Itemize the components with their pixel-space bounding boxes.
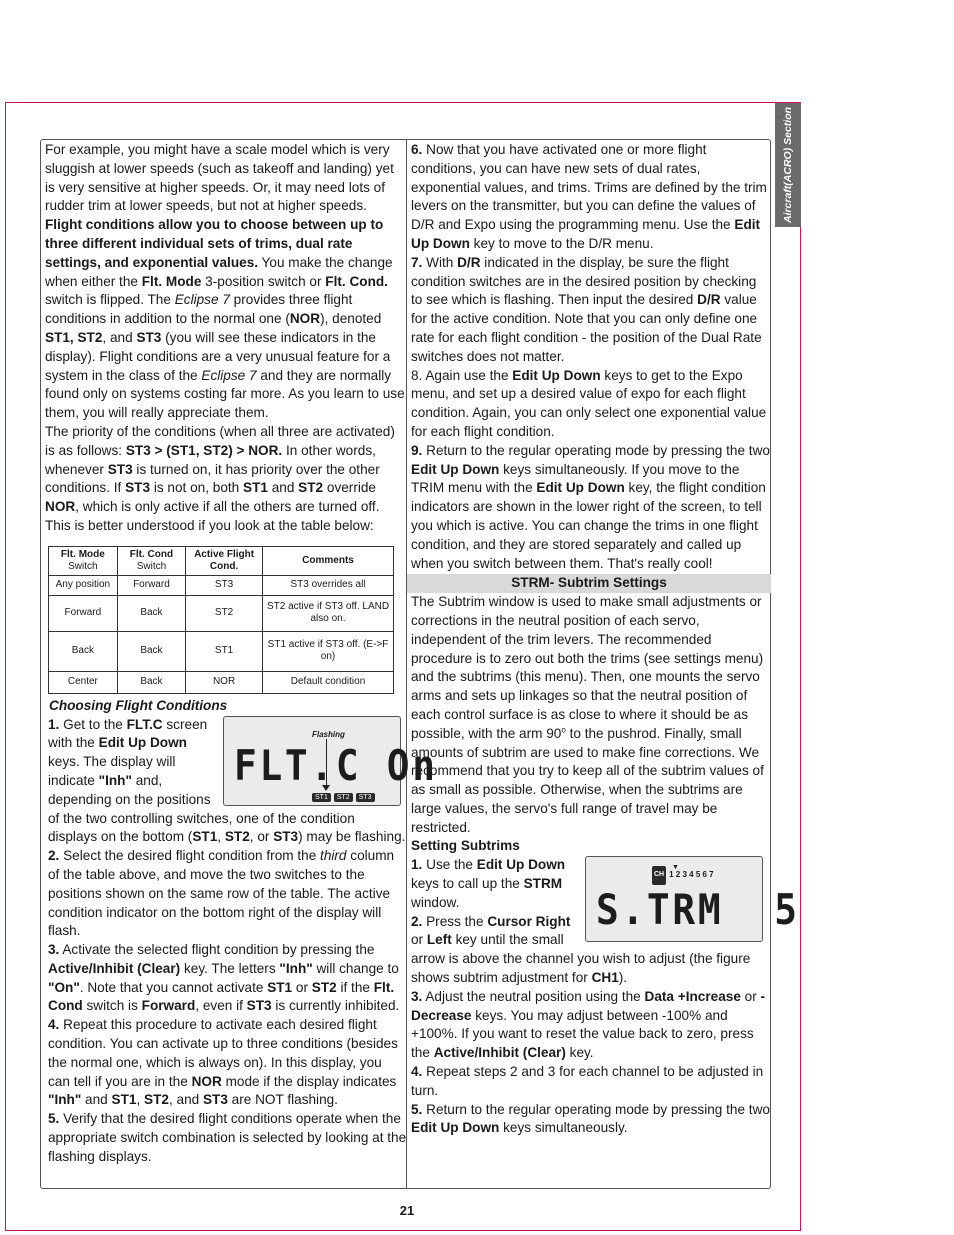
flashing-label: Flashing [312,729,345,739]
table-cell: ST1 active if ST3 off. (E->F on) [263,631,394,671]
table-cell: Back [117,595,185,631]
table-header-row [49,546,394,575]
step-6: 6. Now that you have activated one or more flight conditions, you can have new sets of dual rates, exponential values, and trims. Trims are defined by the trim levers on the transmitter, but you can define the values of D/R and Expo using the programming menu. Use the Edit Up Down key to move to the D/R menu. [411,142,767,251]
table-cell: Forward [49,595,118,631]
table-header-comments: Comments [263,546,394,575]
step-2: 2. Select the desired flight condition from the third column of the table above, and move the two switches to the positions shown on the same row of the table. The active condition indicator on the bottom right of the display will flash. [48,848,395,939]
step-3: 3. Activate the selected flight condition by pressing the Active/Inhibit (Clear) key. The letters "Inh" will change to "On". Note that you cannot activate ST1 or ST2 if the Flt. Cond switch is Forward, even if ST3 is currently inhibited. [48,942,400,1014]
table-row [49,631,394,671]
table-cell: ST2 [186,595,263,631]
st2-indicator: ST2 [334,793,353,802]
step-7: 7. With D/R indicated in the display, be sure the flight condition switches are in the desired position by checking to see which is flashing. Then input the desired D/R value for the active condition. Note that you can only define one rate for each flight condition - the position of the Dual Rate switches does not matter. [411,254,762,364]
st3-indicator: ST3 [356,793,375,802]
table-cell: ST3 [186,575,263,595]
page-number: 21 [399,1203,415,1218]
table-row [49,671,394,693]
table-header-flt-cond: Flt. Cond Switch [117,546,185,575]
condition-indicators [312,793,375,802]
subtrim-step-2: 2. Press the Cursor Right or Left key until the small arrow is above the channel you wish to adjust (the figure shows subtrim adjustment for CH1). [411,913,751,986]
subtrim-step-5: 5. Return to the regular operating mode by pressing the two Edit Up Down keys simultaneously. [411,1101,770,1136]
choosing-flight-conditions-heading: Choosing Flight Conditions [49,697,228,713]
table-cell: Back [117,671,185,693]
step-9: 9. Return to the regular operating mode by pressing the two Edit Up Down keys simultaneously. If you move to the TRIM menu with the Edit Up Down key, the flight condition indicators are shown in the lower right of the screen, to tell you which is active. You can change the trims in one flight condition, and they are stored separately and called up when you switch between them. That's really cool! [411,442,770,571]
table-cell: Any position [49,575,118,595]
table-cell: Default condition [263,671,394,693]
table-cell: Back [49,631,118,671]
st1-indicator: ST1 [312,793,331,802]
section-tab [775,103,801,227]
setting-subtrims-heading: Setting Subtrims [411,838,520,854]
table-cell: ST1 [186,631,263,671]
lcd-text: S.TRM 5 [596,885,800,935]
step-4: 4. Repeat this procedure to activate each desired flight condition. You can activate up to three conditions (besides the normal one, which is always on). In this display, you can tell if you are in the NOR mode if the display indicates "Inh" and ST1, ST2, and ST3 are NOT flashing. [48,1017,398,1108]
table-header-active: Active Flight Cond. [186,546,263,575]
table-row [49,595,394,631]
left-column [45,141,438,1167]
fltc-lcd-display [223,716,438,806]
lcd-text: FLT.C On [234,740,438,790]
table-cell: Forward [117,575,185,595]
step-8: 8. Again use the Edit Up Down keys to get to the Expo menu, and set up a desired value of expo for each flight condition. Again, you can only select one exponential value for each flight condition. [411,367,767,439]
table-header-flt-mode: Flt. Mode Switch [49,546,118,575]
intro-paragraph: For example, you might have a scale model which is very sluggish at lower speeds (such as takeoff and landing) yet is very sensitive at higher speeds. Or, it may need lots of rudder trim at lower speeds, but not at higher speeds. Flight conditions allow you to choose between up to three different individual sets of trims, dual rate settings, and exponential values. You make the change when either the Flt. Mode 3-position switch or Flt. Cond. switch is flipped. The Eclipse 7 provides three flight conditions in addition to the normal one (NOR), denoted ST1, ST2, and ST3 (you will see these indicators in the display). Flight conditions are a very unusual feature for a system in the class of the Eclipse 7 and they are normally found only on systems costing far more. As you learn to use them, you will really appreciate them. [45,142,405,421]
subtrim-step-3: 3. Adjust the neutral position using the Data +Increase or -Decrease keys. You may adjust between -100% and +100%. If you want to reset the value back to zero, press the Active/Inhibit (Clear) key. [411,988,766,1061]
table-cell: Center [49,671,118,693]
channel-row [652,866,714,885]
table-row [49,575,394,595]
channel-numbers: 1 2 3 4 5 6 7 [669,870,714,880]
step-5: 5. Verify that the desired flight conditions operate when the appropriate switch combination is selected by looking at the flashing displays. [48,1111,407,1164]
step-1: 1. Get to the FLT.C screen with the Edit Up Down keys. The display will indicate "Inh" and, depending on the positions of the two controlling switches, one of the condition displays on the bottom (ST1, ST2, or ST3) may be flashing. [48,716,406,845]
strm-section-title: STRM- Subtrim Settings [407,574,771,593]
table-cell: ST3 overrides all [263,575,394,595]
strm-lcd-display [585,856,800,942]
subtrim-step-4: 4. Repeat steps 2 and 3 for each channel to be adjusted in turn. [411,1064,764,1098]
section-tab-label: Aircraft(ACRO) Section [782,106,794,224]
table-cell: Back [117,631,185,671]
table-cell: NOR [186,671,263,693]
flight-condition-table [48,546,394,694]
subtrim-step-1: 1. Use the Edit Up Down keys to call up the STRM window. [411,857,566,910]
channel-cursor-icon: ▼ [672,864,679,872]
table-cell: ST2 active if ST3 off. LAND also on. [263,595,394,631]
ch-badge: CH [652,866,666,885]
strm-intro-paragraph: The Subtrim window is used to make small adjustments or corrections in the neutral position of each servo, independent of the trim levers. The recommended procedure is to zero out both the trims (see settings menu) and the subtrims (this menu). Then, one mounts the servo arms and sets up linkages so that the neutral position of each control surface is as close to where it should be as possible, with the arm 90$^o$ to the pushrod. Finally, small amounts of subtrim are used to make fine corrections. We recommend that you try to keep all of the subtrim values of as small as possible. Otherwise, when the subtrims are large values, the servo's full range of travel may be restricted. [411,594,764,835]
priority-paragraph: The priority of the conditions (when all three are activated) is as follows: ST3 > (ST1, ST2) > NOR. In other words, whenever ST3 is turned on, it has priority over the other conditions. If ST3 is not on, both ST1 and ST2 override NOR, which is only active if all the others are turned off. This is better understood if you look at the table below: [45,423,395,533]
